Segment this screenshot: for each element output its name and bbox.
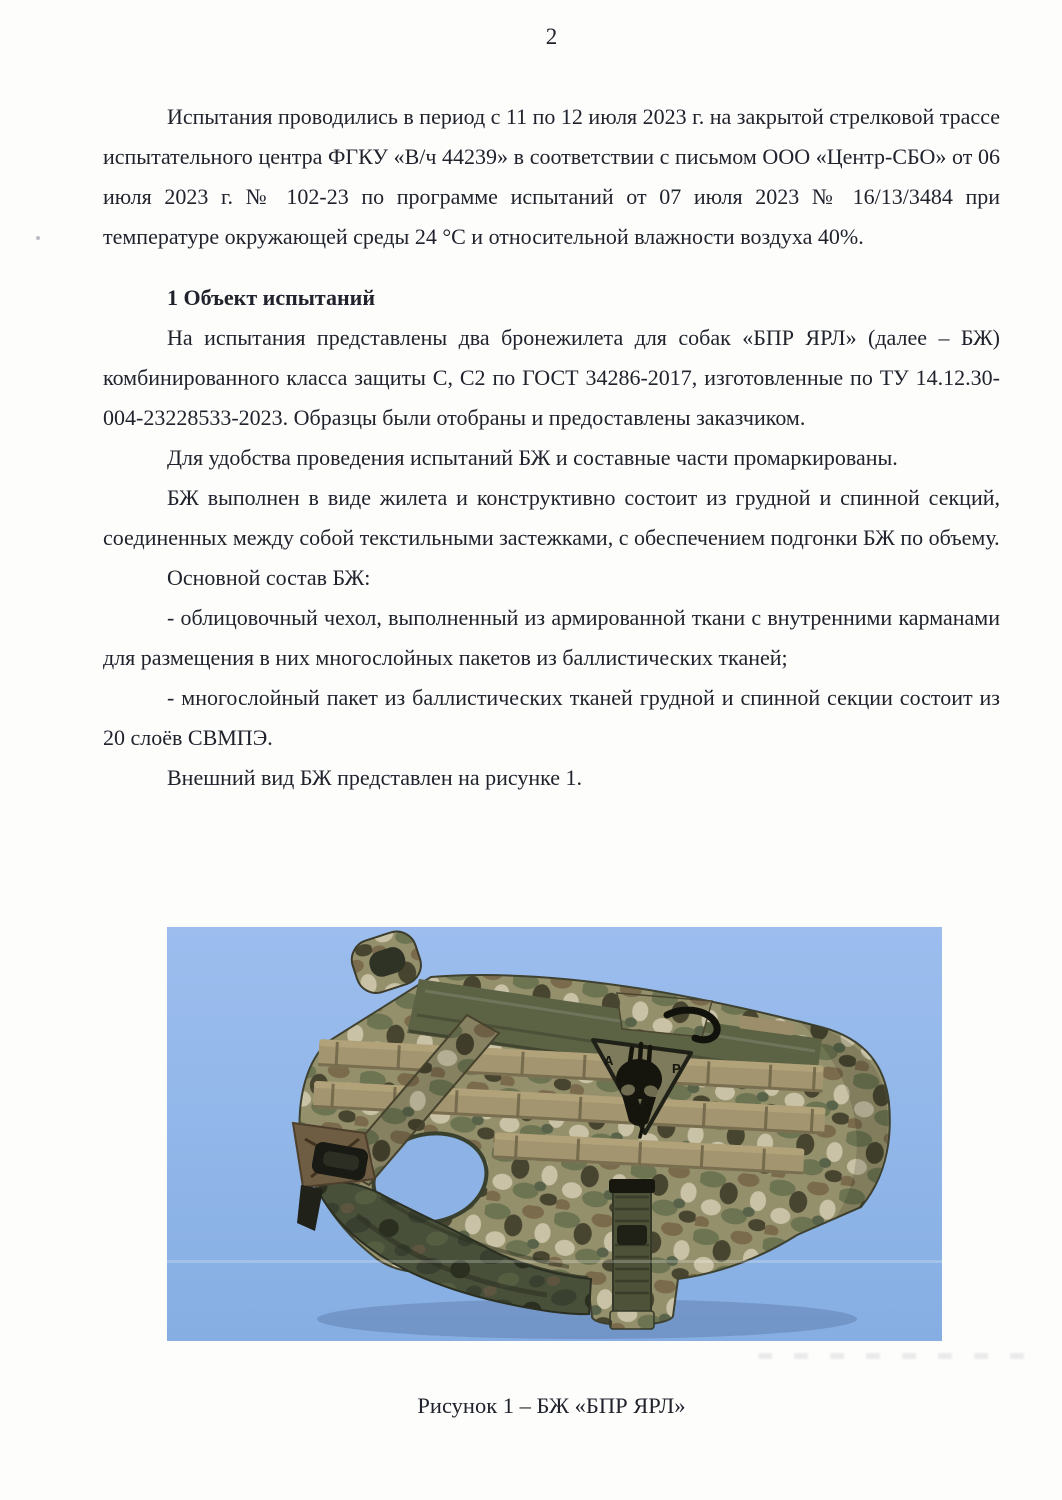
paragraph-vest-design: БЖ выполнен в виде жилета и конструктивно состоит из грудной и спинной секций, соединенных между собой текстильными застежками, с обеспечением подгонки БЖ по объему. [103,485,1000,550]
paragraph-trials-period: Испытания проводились в период с 11 по 12 июля 2023 г. на закрытой стрелковой трассе испытательного центра ФГКУ «В/ч 44239» в соответствии с письмом ООО «Центр-СБО» от 06 июля 2023 г. № 102-23 по программе испытаний от 07 июля 2023 № 16/13/3484 при температуре окружающей среды 24 °С и относительной влажности воздуха 40%. [103,104,1000,249]
paragraph-marking: Для удобства проведения испытаний БЖ и составные части промаркированы. [167,445,898,470]
scan-artifact-dot [36,236,40,240]
strap-camo-tip [610,1311,654,1329]
figure-1-caption: Рисунок 1 – БЖ «БПР ЯРЛ» [417,1393,686,1418]
section-heading-test-object: 1 Объект испытаний [167,285,376,310]
scan-artifact-smudge [758,1353,1036,1359]
paragraph-composition-intro: Основной состав БЖ: [167,565,371,590]
figure-1-photo [167,927,942,1341]
scan-streak [167,1260,942,1263]
strap-hook [617,1225,647,1245]
strap-slider-buckle [609,1179,655,1193]
page-number: 2 [545,24,558,49]
bottom-cinch-strap [609,1179,655,1329]
paragraph-figure-reference: Внешний вид БЖ представлен на рисунке 1. [167,765,583,790]
patch-letter-left: А [604,1053,614,1068]
list-item-ballistic-package: - многослойный пакет из баллистических тканей грудной и спинной секции состоит из 20 слоёв СВМПЭ. [103,685,1000,750]
list-item-cover: - облицовочный чехол, выполненный из армированной ткани с внутренними карманами для размещения в них многослойных пакетов из баллистических тканей; [103,605,1000,670]
document-body [103,97,1000,798]
paragraph-test-object: На испытания представлены два бронежилета для собак «БПР ЯРЛ» (далее – БЖ) комбинированного класса защиты С, С2 по ГОСТ 34286-2017, изготовленные по ТУ 14.12.30-004-23228533-2023. Образцы были отобраны и предоставлены заказчиком. [103,325,1000,430]
patch-letter-right: Р [672,1061,681,1076]
dog-body-armor-photo [167,927,942,1341]
